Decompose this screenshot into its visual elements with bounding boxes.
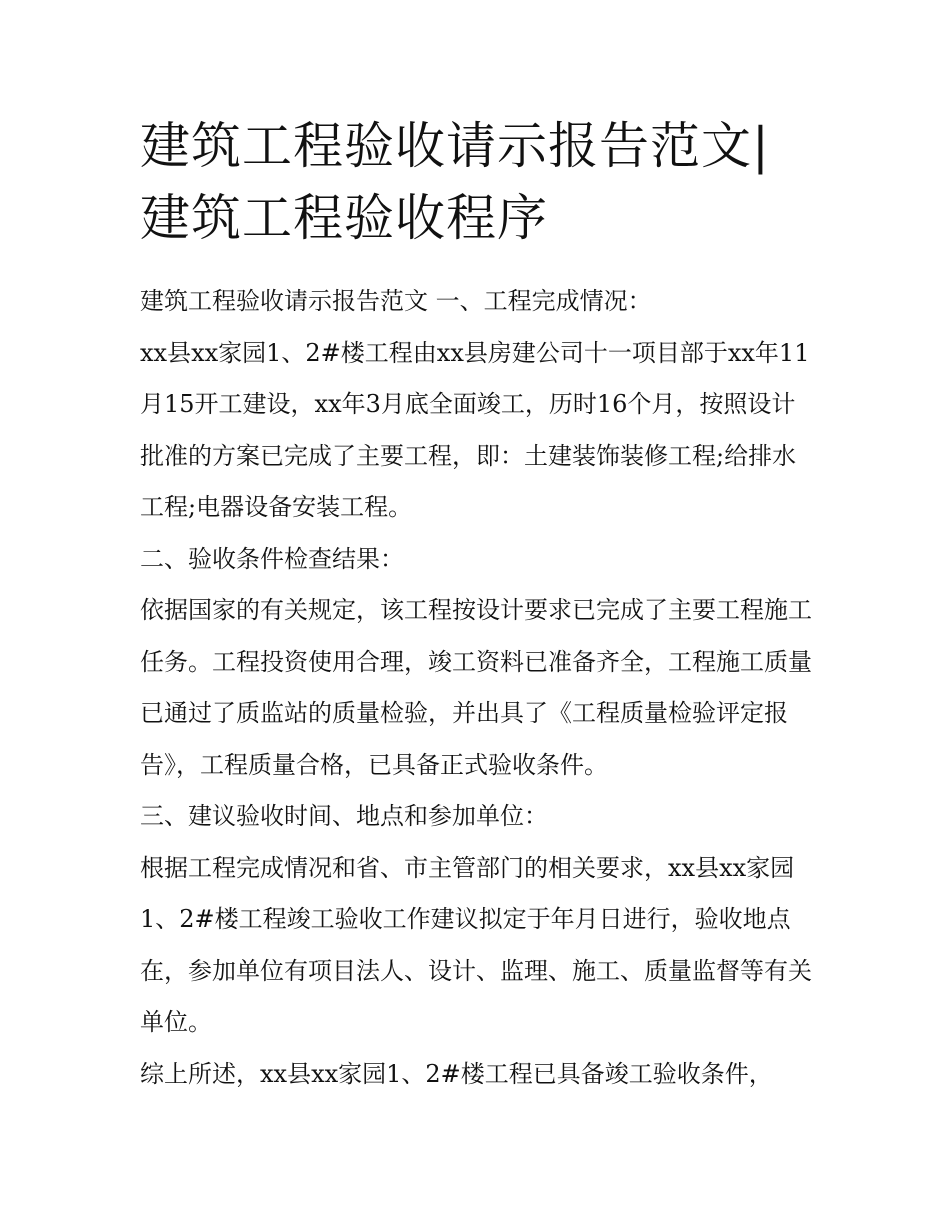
- paragraph-conclusion: 综上所述，xx县xx家园1、2#楼工程已具备竣工验收条件，: [140, 1059, 773, 1088]
- paragraph-completion-status: xx县xx家园1、2#楼工程由xx县房建公司十一项目部于xx年11月15开工建设，xx年3月底全面竣工，历时16个月，按照设计批准的方案已完成了主要工程，即：土建装饰装修工程;给排水工程;电器设备安装工程。: [140, 338, 810, 521]
- paragraph-acceptance-proposal: 根据工程完成情况和省、市主管部门的相关要求，xx县xx家园1、2#楼工程竣工验收工作建议拟定于年月日进行，验收地点在，参加单位有项目法人、设计、监理、施工、质量监督等有关单位。: [140, 853, 812, 1036]
- paragraph-intro-heading: 建筑工程验收请示报告范文 一、工程完成情况：: [140, 287, 652, 315]
- paragraph-section-three-heading: 三、建议验收时间、地点和参加单位：: [140, 802, 548, 830]
- document-title: 建筑工程验收请示报告范文|建筑工程验收程序: [140, 117, 770, 247]
- paragraph-section-two-heading: 二、验收条件检查结果：: [140, 544, 404, 573]
- document-body: [140, 276, 815, 1100]
- paragraph-inspection-results: 依据国家的有关规定，该工程按设计要求已完成了主要工程施工任务。工程投资使用合理，竣工资料已准备齐全，工程施工质量已通过了质监站的质量检验，并出具了《工程质量检验评定报告》，工程质量合格，已具备正式验收条件。: [140, 596, 812, 779]
